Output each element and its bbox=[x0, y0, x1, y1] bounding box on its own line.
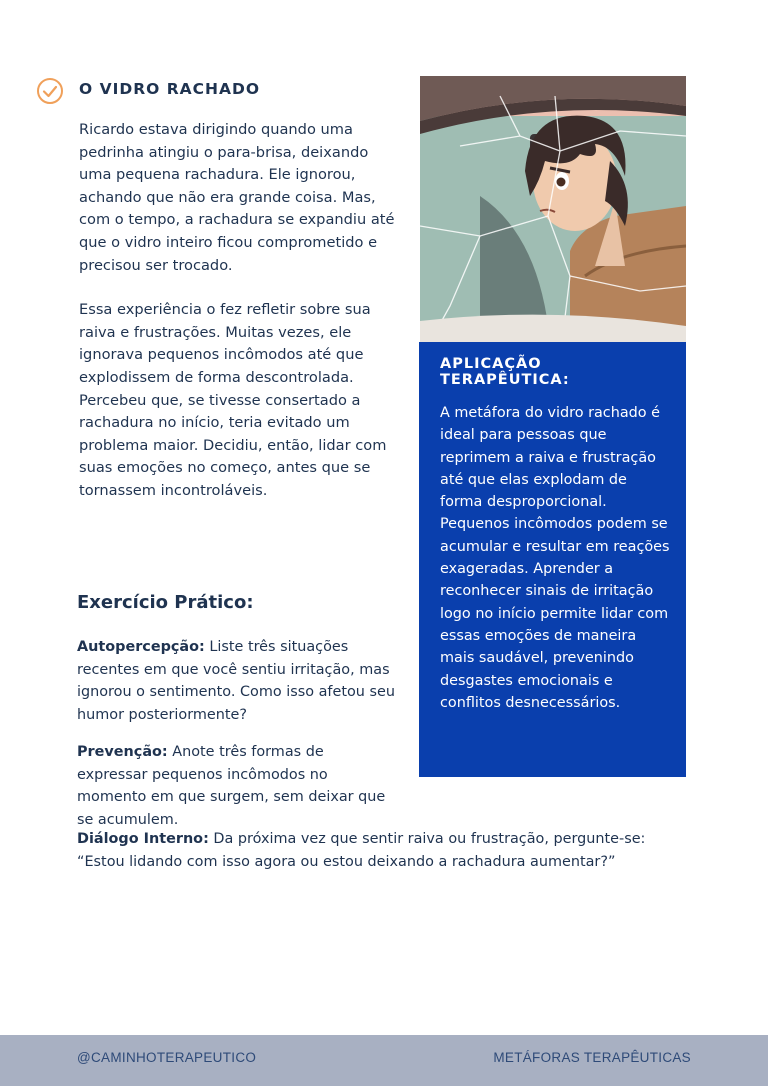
exercise-item-text: Da próxima vez que sentir raiva ou frustração, pergunte-se: “Estou lidando com isso agora ou estou deixando a rachadura aumentar?” bbox=[77, 831, 646, 870]
exercise-item-text: Liste três situações recentes em que você sentiu irritação, mas ignorou o sentimento. Como isso afetou seu humor posteriormente? bbox=[77, 639, 395, 723]
footer-handle: @CAMINHOTERAPEUTICO bbox=[77, 1050, 257, 1065]
illustration-cracked-windshield-driver bbox=[420, 76, 686, 342]
application-text: A metáfora do vidro rachado é ideal para pessoas que reprimem a raiva e frustração até que elas explodam de forma desproporcional. Pequenos incômodos podem se acumular e resultar em reações exageradas. Aprender a reconhecer sinais de irritação logo no início permite lidar com essas emoções de maneira mais saudável, prevenindo desgastes emocionais e conflitos desnecessários. bbox=[440, 405, 670, 711]
story-text bbox=[79, 119, 397, 525]
page-title: O VIDRO RACHADO bbox=[79, 80, 261, 98]
footer-bar bbox=[0, 1035, 768, 1086]
footer-series-title: METÁFORAS TERAPÊUTICAS bbox=[493, 1050, 691, 1065]
exercise-item-label: Prevenção: bbox=[77, 744, 168, 760]
story-paragraph-1: Ricardo estava dirigindo quando uma pedrinha atingiu o para-brisa, deixando uma pequena rachadura. Ele ignorou, achando que não era grande coisa. Mas, com o tempo, a rachadura se expandiu até que o vidro inteiro ficou comprometido e precisou ser trocado. bbox=[79, 121, 395, 274]
exercise-item-self-perception bbox=[77, 636, 397, 726]
exercise-item-label: Autopercepção: bbox=[77, 639, 205, 655]
exercise-item-prevention bbox=[77, 741, 397, 831]
application-title: APLICAÇÃO TERAPÊUTICA: bbox=[440, 356, 570, 388]
check-circle-icon bbox=[36, 77, 64, 105]
exercise-title: Exercício Prático: bbox=[77, 592, 254, 613]
story-paragraph-2: Essa experiência o fez refletir sobre sua raiva e frustrações. Muitas vezes, ele ignorava pequenos incômodos até que explodissem de forma descontrolada. Percebeu que, se tivesse consertado a rachadura no início, teria evitado um problema maior. Decidiu, então, lidar com suas emoções no começo, antes que se tornassem incontroláveis. bbox=[79, 301, 387, 499]
exercise-item-text: Anote três formas de expressar pequenos incômodos no momento em que surgem, sem deixar que se acumulem. bbox=[77, 744, 386, 828]
therapeutic-application-box bbox=[419, 342, 686, 777]
exercise-item-label: Diálogo Interno: bbox=[77, 831, 209, 847]
exercise-item-inner-dialogue bbox=[77, 828, 687, 873]
